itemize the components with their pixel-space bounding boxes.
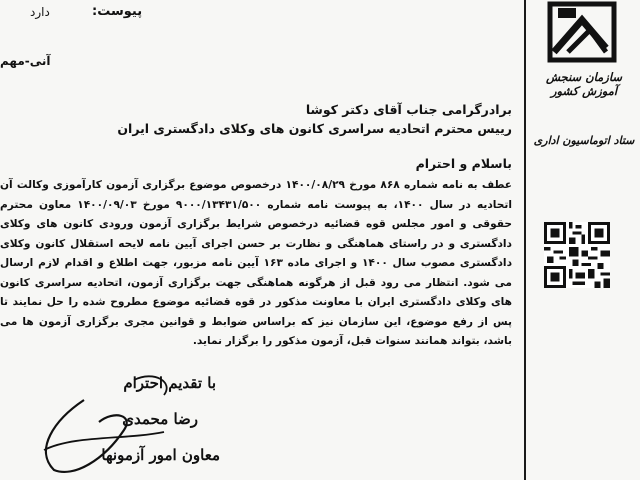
letter-body: عطف به نامه شماره ۸۶۸ مورخ ۱۴۰۰/۰۸/۲۹ درخصوص موضوع برگزاری آزمون کارآموزی وکالت آن اتحادیه در سال ۱۴۰۰، به پیوست نامه شماره ۹۰۰۰/۱۳۴۳۱/۵۰۰ مورخ ۱۴۰۰/۰۹/۰۳ معاون محترم حقوقی و امور مجلس قوه قضائیه درخصوص شرایط برگزاری آزمون ورودی کانون های وکلای دادگستری و در راستای هماهنگی و نظارت بر حسن اجرای آیین نامه لایحه استقلال کانون وکلای دادگستری مصوب سال ۱۴۰۰ و اجرای ماده ۱۶۳ آیین نامه مزبور، جهت اطلاع و اقدام لازم ارسال می شود. انتظار می رود قبل از هرگونه هماهنگی جهت برگزاری آزمون، اتحادیه سراسری کانون های وکلای دادگستری ایران با معاونت مذکور در قوه قضائیه موضوع مطروح شده را حل نمایند تا پس از رفع موضوع، این سازمان نیز که براساس ضوابط و قوانین مجری برگزاری آزمون ها می باشد، بتواند همانند سنوات قبل، آزمون مذکور را برگزار نماید. <box>0 179 513 347</box>
department-name: ستاد اتوماسیون اداری <box>533 134 635 147</box>
priority-label: آنی-مهم <box>0 54 51 68</box>
signature-block <box>14 360 224 480</box>
organization-name: سازمان سنجش آموزش کشور <box>546 70 622 98</box>
attachment-value: دارد <box>30 5 50 19</box>
letter-salutation: برادرگرامی جناب آقای دکتر کوشا <box>305 102 512 117</box>
signatory-title: معاون امور آزمونها <box>101 446 220 464</box>
letter-greeting: باسلام و احترام <box>415 156 512 171</box>
letter-recipient: رییس محترم اتحادیه سراسری کانون های وکلای دادگستری ایران <box>117 121 512 136</box>
signature-closing: با تقدیم احترام <box>123 374 216 392</box>
signatory-name: رضا محمدی <box>122 410 198 428</box>
attachment-label: پیوست: <box>92 4 143 19</box>
sanjesh-logo-icon <box>544 0 626 64</box>
margin-divider <box>524 0 526 480</box>
qr-code-icon <box>544 222 610 288</box>
